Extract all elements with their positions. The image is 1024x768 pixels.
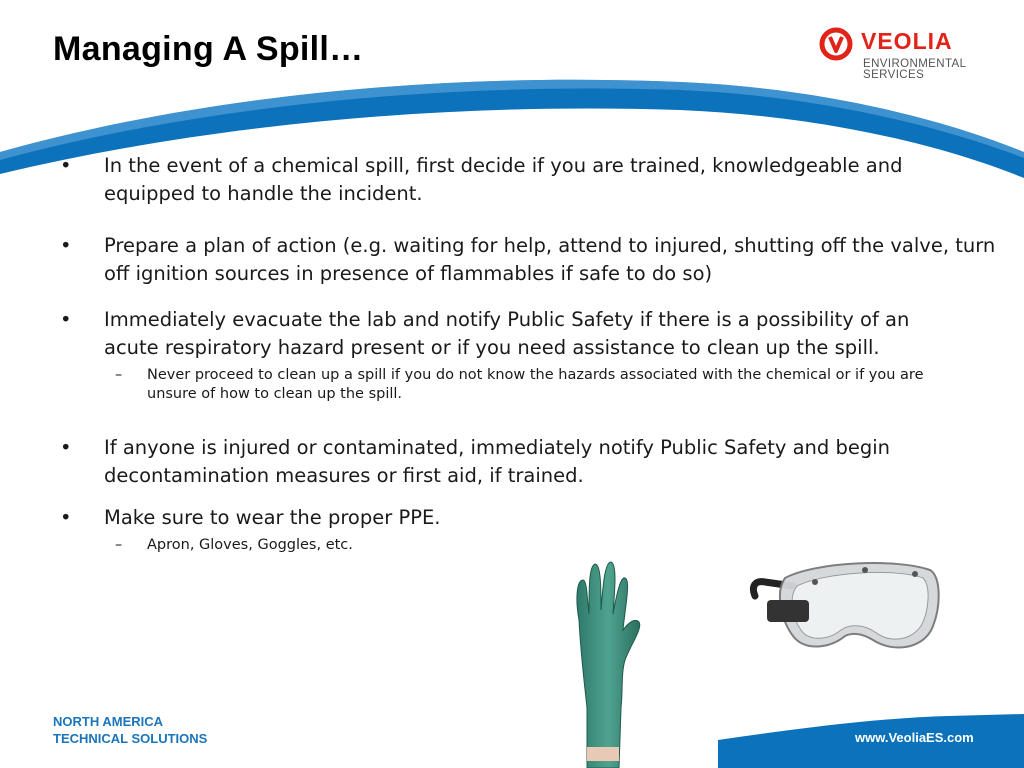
bullet-marker: • bbox=[60, 436, 72, 459]
footer-division bbox=[53, 713, 207, 747]
bullet-marker: • bbox=[60, 234, 72, 257]
slide-title: Managing A Spill… bbox=[53, 30, 364, 68]
footer-url[interactable]: www.VeoliaES.com bbox=[855, 730, 974, 745]
footer-division-line2: TECHNICAL SOLUTIONS bbox=[53, 731, 208, 746]
logo-subtitle-line1: ENVIRONMENTAL bbox=[863, 58, 967, 70]
logo-subtitle-line2: SERVICES bbox=[863, 69, 925, 81]
bullet-text: In the event of a chemical spill, first decide if you are trained, knowledgeable and equipped to handle the incident. bbox=[104, 154, 903, 205]
bullet-marker: • bbox=[60, 506, 72, 529]
bullet-text: Prepare a plan of action (e.g. waiting for help, attend to injured, shutting off the valve, turn off ignition sources in presence of flammables if safe to do so) bbox=[104, 234, 996, 285]
bullet-text: Immediately evacuate the lab and notify Public Safety if there is a possibility of an acute respiratory hazard present or if you need assistance to clean up the spill. bbox=[104, 308, 910, 359]
footer-division-line1: NORTH AMERICA bbox=[53, 714, 164, 729]
bullet-text: Make sure to wear the proper PPE. bbox=[104, 506, 441, 529]
bullet-marker: • bbox=[60, 308, 72, 331]
sub-bullet-marker: – bbox=[115, 367, 123, 383]
sub-bullet-text: Never proceed to clean up a spill if you do not know the hazards associated with the chemical or if you are unsure of how to clean up the spill. bbox=[147, 367, 924, 402]
sub-bullet-marker: – bbox=[115, 537, 123, 553]
bullet-text: If anyone is injured or contaminated, immediately notify Public Safety and begin decontamination measures or first aid, if trained. bbox=[104, 436, 890, 487]
logo-brand: VEOLIA bbox=[861, 28, 953, 54]
bullet-marker: • bbox=[60, 154, 72, 177]
sub-bullet-text: Apron, Gloves, Goggles, etc. bbox=[147, 537, 353, 553]
